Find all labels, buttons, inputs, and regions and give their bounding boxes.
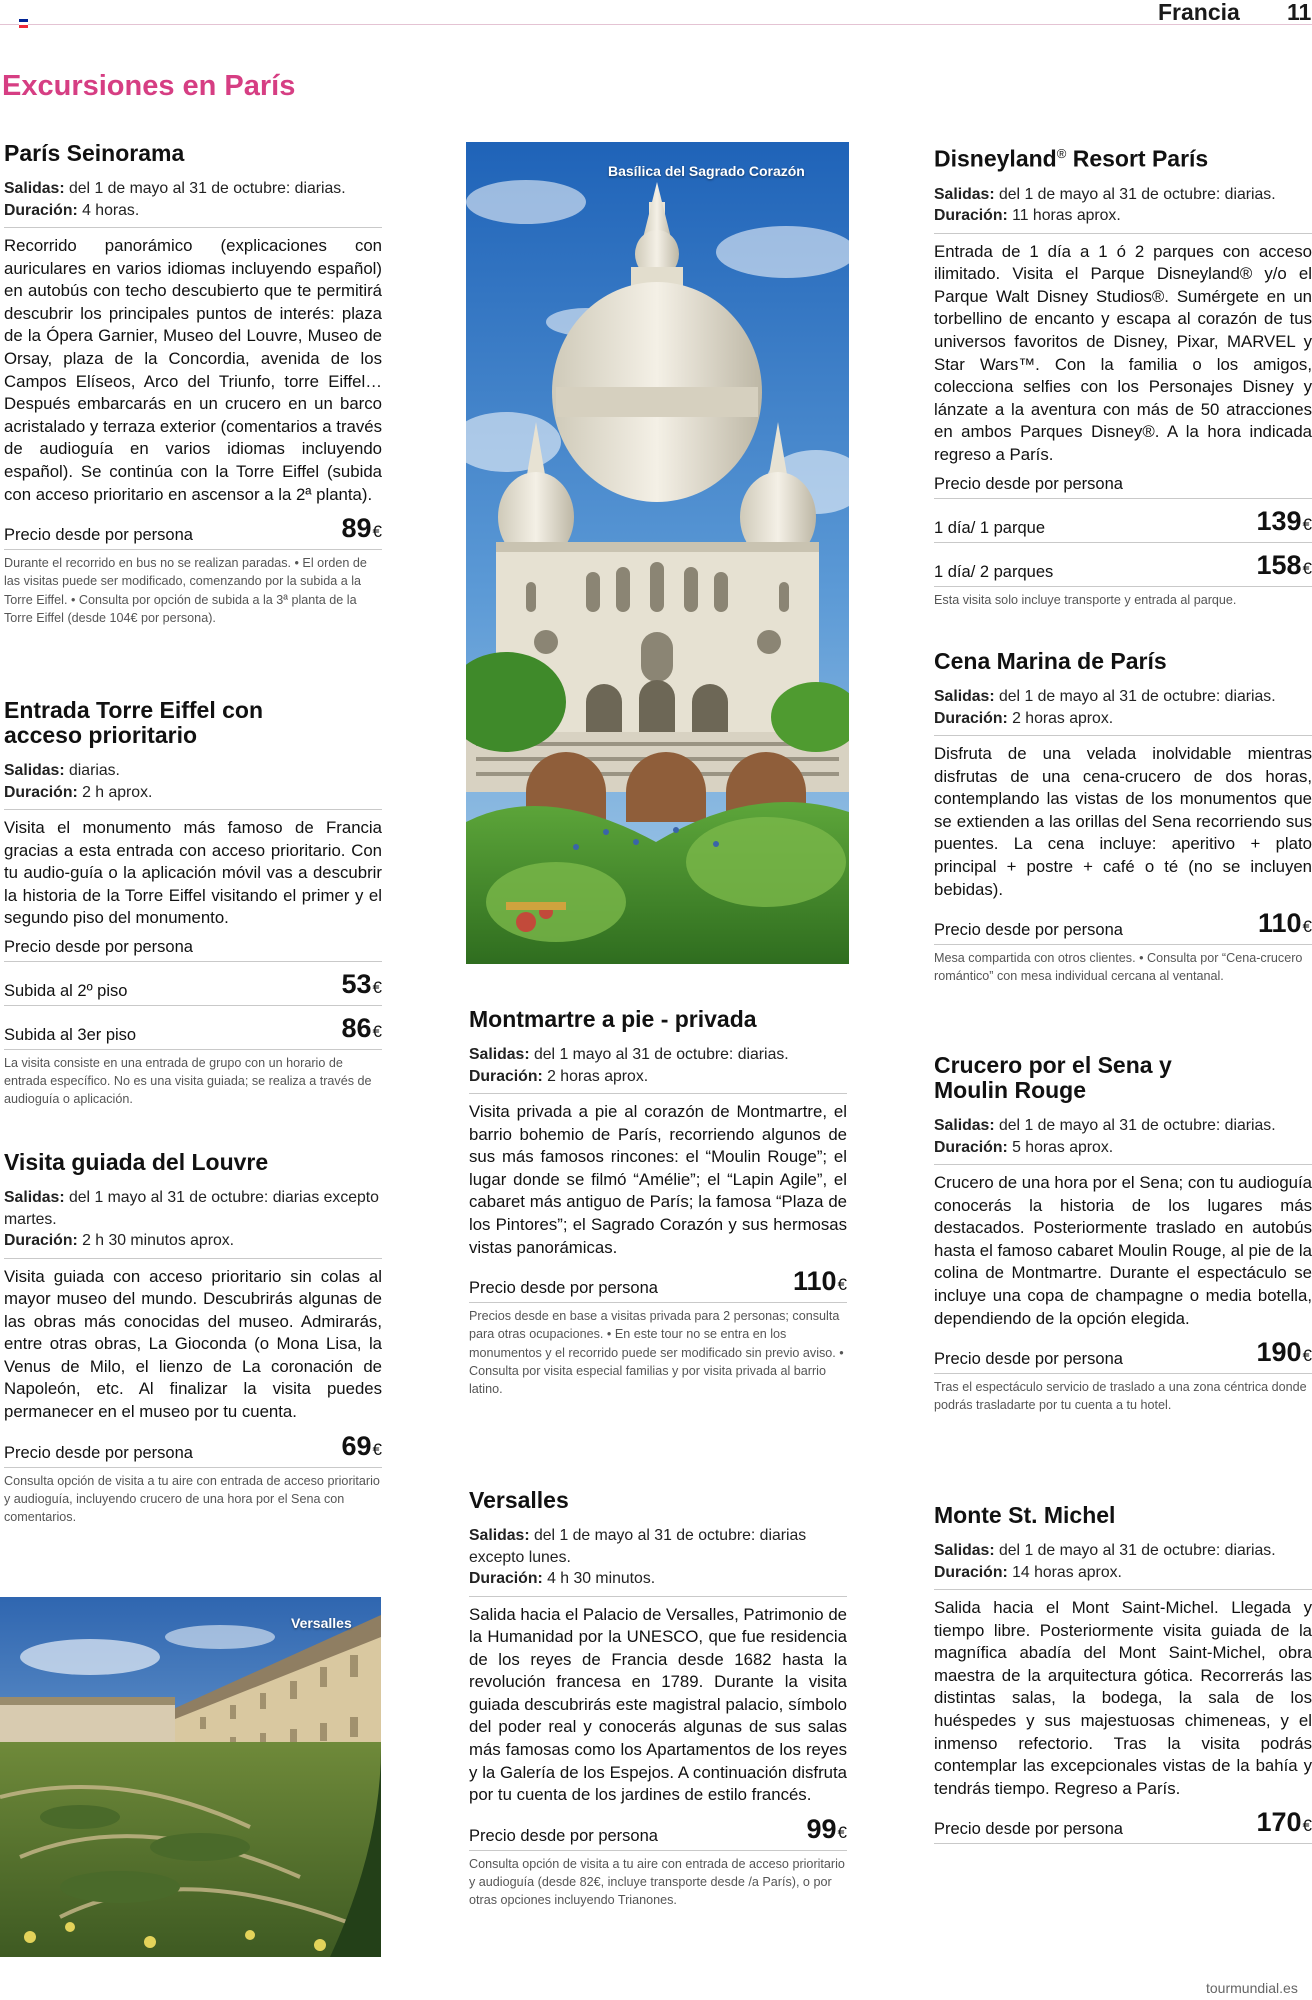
tour-note: Precios desde en base a visitas privada para 2 personas; consulta para otras ocupaciones. • En este tour no se entra en los monumentos y el recorrido puede ser modificado sin previo aviso. • Consulta por visita especial familias y por visita privada al barrio latino. <box>469 1309 844 1396</box>
tour-departures: Salidas: del 1 de mayo al 31 de octubre: diarias. <box>934 1117 1276 1134</box>
tour-duration: Duración: 11 horas aprox. <box>934 207 1121 225</box>
divider <box>4 1258 382 1259</box>
tour-note: Consulta opción de visita a tu aire con entrada de acceso prioritario y audioguía, incluyendo crucero de una hora por el Sena con comentarios. <box>4 1473 380 1525</box>
tour-note: La visita consiste en una entrada de grupo con un horario de entrada específico. No es una visita guiada; se realiza a través de audioguía o aplicación. <box>4 1055 372 1107</box>
tour-title: Cena Marina de París <box>934 648 1167 674</box>
price-row: Precio desde por persona 99€ <box>469 1813 847 1851</box>
price-value: 139€ <box>1256 505 1312 536</box>
price-row: Precio desde por persona 190€ <box>934 1336 1312 1374</box>
versailles-photo <box>0 1597 381 1957</box>
divider <box>934 233 1312 234</box>
tour-departures: Salidas: del 1 de mayo al 31 de octubre: diarias. <box>4 180 346 197</box>
price-value: 89€ <box>341 513 382 544</box>
price-value: 99€ <box>806 1813 847 1844</box>
tour-title: Versalles <box>469 1487 569 1513</box>
tour-departures: Salidas: del 1 de mayo al 31 de octubre: diarias. <box>934 1542 1276 1559</box>
tour-duration: Duración: 4 horas. <box>4 201 140 219</box>
price-value: 110€ <box>1257 908 1312 939</box>
price-label: Precio desde por persona <box>4 936 382 962</box>
price-row: Subida al 3er piso 86€ <box>4 1012 382 1050</box>
page-title: Excursiones en París <box>2 70 296 102</box>
divider <box>934 1589 1312 1590</box>
flag-icon <box>19 19 28 28</box>
tour-description: Visita privada a pie al corazón de Montmartre, el barrio bohemio de París, recorriendo algunos de sus más famosos rincones: el “Moulin Rouge”; el lugar donde se filmó “Amélie”; el “Lapin Agile”, el cabaret más antiguo de París; la famosa “Plaza de los Pintores”; el Sagrado Corazón y sus hermosas vistas panorámicas. <box>469 1102 847 1257</box>
tour-title: París Seinorama <box>4 140 185 166</box>
tour-eiffel <box>4 698 382 1109</box>
price-value: 158€ <box>1256 549 1312 580</box>
price-value: 69€ <box>341 1430 382 1461</box>
price-value: 170€ <box>1256 1807 1312 1838</box>
price-row: Subida al 2º piso 53€ <box>4 968 382 1006</box>
tour-departures: Salidas: del 1 de mayo al 31 de octubre: diarias excepto lunes. <box>469 1527 807 1566</box>
divider <box>4 227 382 228</box>
tour-note: Esta visita solo incluye transporte y entrada al parque. <box>934 592 1237 607</box>
tour-departures: Salidas: del 1 de mayo al 31 de octubre: diarias. <box>934 185 1276 203</box>
tour-duration: Duración: 2 h aprox. <box>4 783 153 801</box>
tour-duration: Duración: 4 h 30 minutos. <box>469 1570 656 1587</box>
divider <box>934 735 1312 736</box>
tour-versalles <box>469 1488 847 1909</box>
price-label: Precio desde por persona <box>934 473 1312 499</box>
sacre-coeur-photo <box>466 142 849 964</box>
price-value: 190€ <box>1256 1337 1312 1368</box>
tour-title: Monte St. Michel <box>934 1502 1116 1528</box>
tour-montmartre <box>469 1007 847 1398</box>
tour-description: Visita el monumento más famoso de Francia gracias a esta entrada con acceso prioritario. Con tu audio-guía o la aplicación móvil vas a descubrir la historia de la Torre Eiffel visitando el primer y el segundo piso del monumento. <box>4 818 382 928</box>
tour-description: Recorrido panorámico (explicaciones con auriculares en varios idiomas incluyendo español) en autobús con techo descubierto que te permitirá descubrir los principales puntos de interés: plaza de la Ópera Garnier, Museo del Louvre, Museo de Orsay, plaza de la Concordia, avenida de los Campos Elíseos, Arco del Triunfo, torre Eiffel… Después embarcarás en un crucero en un barco acristalado y terraza exterior (comentarios a través de audioguía en varios idiomas incluyendo español). Se continúa con la Torre Eiffel (subida con acceso prioritario en ascensor a la 2ª planta). <box>4 236 382 504</box>
divider <box>469 1596 847 1597</box>
divider <box>469 1093 847 1094</box>
price-value: 86€ <box>341 1012 382 1043</box>
tour-departures: Salidas: del 1 mayo al 31 de octubre: diarias. <box>469 1046 789 1063</box>
tour-duration: Duración: 2 horas aprox. <box>469 1067 649 1085</box>
tour-description: Entrada de 1 día a 1 ó 2 parques con acceso ilimitado. Visita el Parque Disneyland® y/o el Parque Walt Disney Studios®. Sumérgete en un torbellino de encanto y escapa al corazón de tus universos favoritos de Disney, Pixar, MARVEL y Star Wars™. Con la familia o los amigos, colecciona selfies con los Personajes Disney y lánzate a la aventura con más de 50 atracciones en ambos Parques Disney®. A la hora indicada regreso a París. <box>934 241 1312 464</box>
photo-caption: Basílica del Sagrado Corazón <box>608 163 805 179</box>
page-number: 11 <box>1287 0 1312 25</box>
tour-description: Salida hacia el Mont Saint-Michel. Llegada y tiempo libre. Posteriormente visita guiada de la magnífica abadía del Mont Saint-Michel, obra maestra de la arquitectura gótica. Recorrerás las distintas salas, la bodega, la sala de los huéspedes y sus majestuosas chimeneas, y el inmenso refectorio. Tras la visita podrás contemplar las excepcionales vistas de la bahía y tendrás tiempo. Regreso a París. <box>934 1598 1312 1798</box>
tour-louvre <box>4 1150 382 1526</box>
price-row: Precio desde por persona 110€ <box>934 907 1312 945</box>
tour-duration: Duración: 2 h 30 minutos aprox. <box>4 1232 235 1249</box>
tour-departures: Salidas: del 1 mayo al 31 de octubre: diarias excepto martes. <box>4 1189 379 1228</box>
tour-disneyland <box>934 141 1312 609</box>
price-row: Precio desde por persona 110€ <box>469 1265 847 1303</box>
tour-note: Tras el espectáculo servicio de traslado a una zona céntrica donde podrás trasladarte por tu cuenta a tu hotel. <box>934 1380 1307 1413</box>
header-rule <box>0 24 1312 25</box>
divider <box>934 1164 1312 1165</box>
tour-description: Crucero de una hora por el Sena; con tu audioguía conocerás la historia de los lugares más destacados. Posteriormente traslado en autobús hasta el famoso cabaret Moulin Rouge, al pie de la colina de Montmartre. Durante el espectáculo se incluye una copa de champagne o media botella, dependiendo de la opción elegida. <box>934 1173 1312 1328</box>
section-country: Francia <box>1158 0 1240 25</box>
tour-description: Salida hacia el Palacio de Versalles, Patrimonio de la Humanidad por la UNESCO, que fue residencia de los reyes de Francia desde 1682 hasta la revolución francesa en 1789. Durante la visita guiada descubrirás este magistral palacio, símbolo del poder real y conocerás algunas de sus salas más famosas como los Apartamentos de los reyes y la Galería de los Espejos. A continuación disfruta por tu cuenta de los jardines de estilo francés. <box>469 1604 847 1805</box>
tour-title: Crucero por el Sena y Moulin Rouge <box>934 1052 1172 1103</box>
tour-note: Mesa compartida con otros clientes. • Consulta por “Cena-crucero romántico” con mesa individual cercana al ventanal. <box>934 951 1303 984</box>
tour-departures: Salidas: diarias. <box>4 762 120 779</box>
tour-duration: Duración: 14 horas aprox. <box>934 1563 1122 1581</box>
tour-note: Durante el recorrido en bus no se realizan paradas. • El orden de las visitas puede ser modificado, comenzando por la subida a la Torre Eiffel. • Consulta por opción de subida a la 3ª planta de la Torre Eiffel (desde 104€ por persona). <box>4 556 367 625</box>
photo-caption: Versalles <box>291 1615 352 1631</box>
price-value: 53€ <box>341 968 382 999</box>
tour-duration: Duración: 2 horas aprox. <box>934 709 1114 727</box>
tour-duration: Duración: 5 horas aprox. <box>934 1138 1114 1156</box>
tour-title: Montmartre a pie - privada <box>469 1006 757 1032</box>
tour-note: Consulta opción de visita a tu aire con entrada de acceso prioritario y audioguía (desde 82€, incluye transporte desde /a París), o por otras opciones incluyendo Trianones. <box>469 1856 845 1908</box>
tour-title: Disneyland® Resort París <box>934 145 1209 172</box>
tour-michel <box>934 1503 1312 1844</box>
tour-crucero <box>934 1053 1312 1415</box>
tour-cena <box>934 649 1312 986</box>
price-row: Precio desde por persona 89€ <box>4 512 382 550</box>
tour-title: Entrada Torre Eiffel con acceso prioritario <box>4 697 264 748</box>
footer-url: tourmundial.es <box>1206 1980 1298 1996</box>
tour-description: Disfruta de una velada inolvidable mientras disfrutas de una cena-crucero de dos horas, contemplando las vistas de los monumentos que se extienden a las orillas del Sena recorriendo sus puentes. La cena incluye: aperitivo + plato principal + postre + café o té (no se incluyen bebidas). <box>934 744 1312 899</box>
price-row: 1 día/ 1 parque 139€ <box>934 505 1312 543</box>
price-row: Precio desde por persona 170€ <box>934 1806 1312 1844</box>
tour-seinorama <box>4 141 382 627</box>
tour-description: Visita guiada con acceso prioritario sin colas al mayor museo del mundo. Descubrirás algunas de las obras más conocidas del museo. Admirarás, entre otras obras, La Gioconda (o Mona Lisa, la Venus de Milo, el lienzo de La coronación de Napoleón, etc. Al finalizar la visita puedes permanecer en el museo por tu cuenta. <box>4 1266 382 1422</box>
tour-departures: Salidas: del 1 de mayo al 31 de octubre: diarias. <box>934 688 1276 705</box>
tour-title: Visita guiada del Louvre <box>4 1149 269 1175</box>
divider <box>4 809 382 810</box>
price-value: 110€ <box>792 1266 847 1297</box>
price-row: 1 día/ 2 parques 158€ <box>934 549 1312 587</box>
price-row: Precio desde por persona 69€ <box>4 1430 382 1468</box>
